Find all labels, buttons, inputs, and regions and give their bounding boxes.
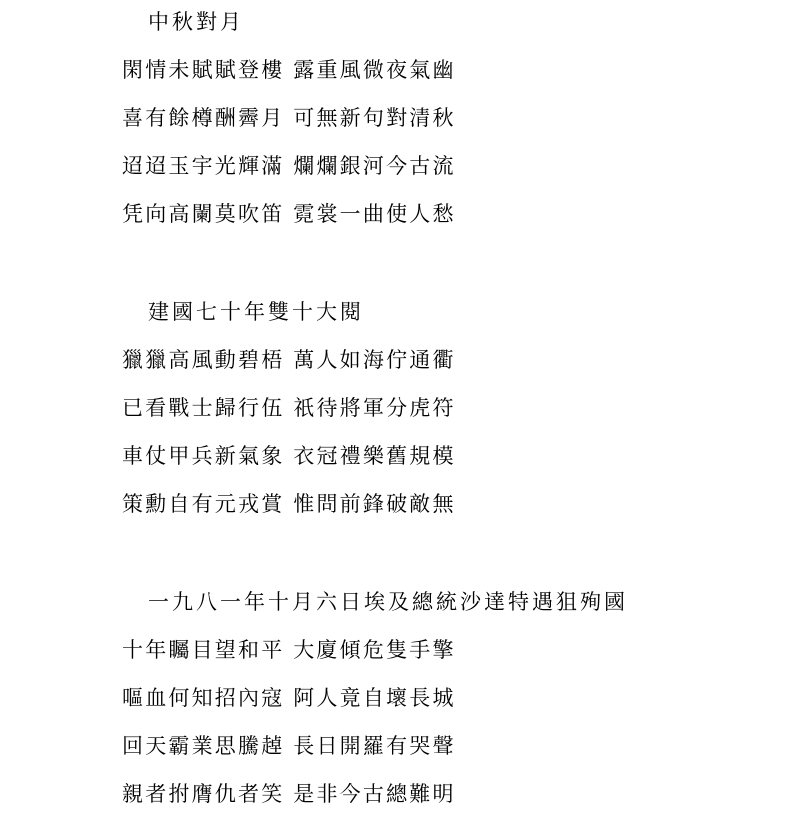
poem-line: 親者拊膺仇者笑 是非今古總難明 [122, 782, 456, 806]
poem-title: 建國七十年雙十大閱 [148, 300, 364, 324]
poem-title: 中秋對月 [148, 10, 244, 34]
poem-line: 閑情未賦賦登樓 露重風微夜氣幽 [122, 58, 456, 82]
poem-line: 嘔血何知招內寇 阿人竟自壞長城 [122, 686, 456, 710]
poem-line: 迢迢玉宇光輝滿 爛爛銀河今古流 [122, 154, 456, 178]
poem-line: 十年矚目望和平 大廈傾危隻手擎 [122, 638, 456, 662]
poem-line: 策勳自有元戎賞 惟問前鋒破敵無 [122, 492, 456, 516]
poem-title: 一九八一年十月六日埃及總統沙達特遇狙殉國 [148, 590, 628, 614]
poem-line: 凭向高闌莫吹笛 霓裳一曲使人愁 [122, 202, 456, 226]
poem-line: 已看戰士歸行伍 祇待將軍分虎符 [122, 396, 456, 420]
poem-line: 獵獵高風動碧梧 萬人如海佇通衢 [122, 348, 456, 372]
poem-line: 回天霸業思騰趠 長日開羅有哭聲 [122, 734, 456, 758]
poem-line: 喜有餘樽酬霽月 可無新句對清秋 [122, 106, 456, 130]
poem-line: 車仗甲兵新氣象 衣冠禮樂舊規模 [122, 444, 456, 468]
